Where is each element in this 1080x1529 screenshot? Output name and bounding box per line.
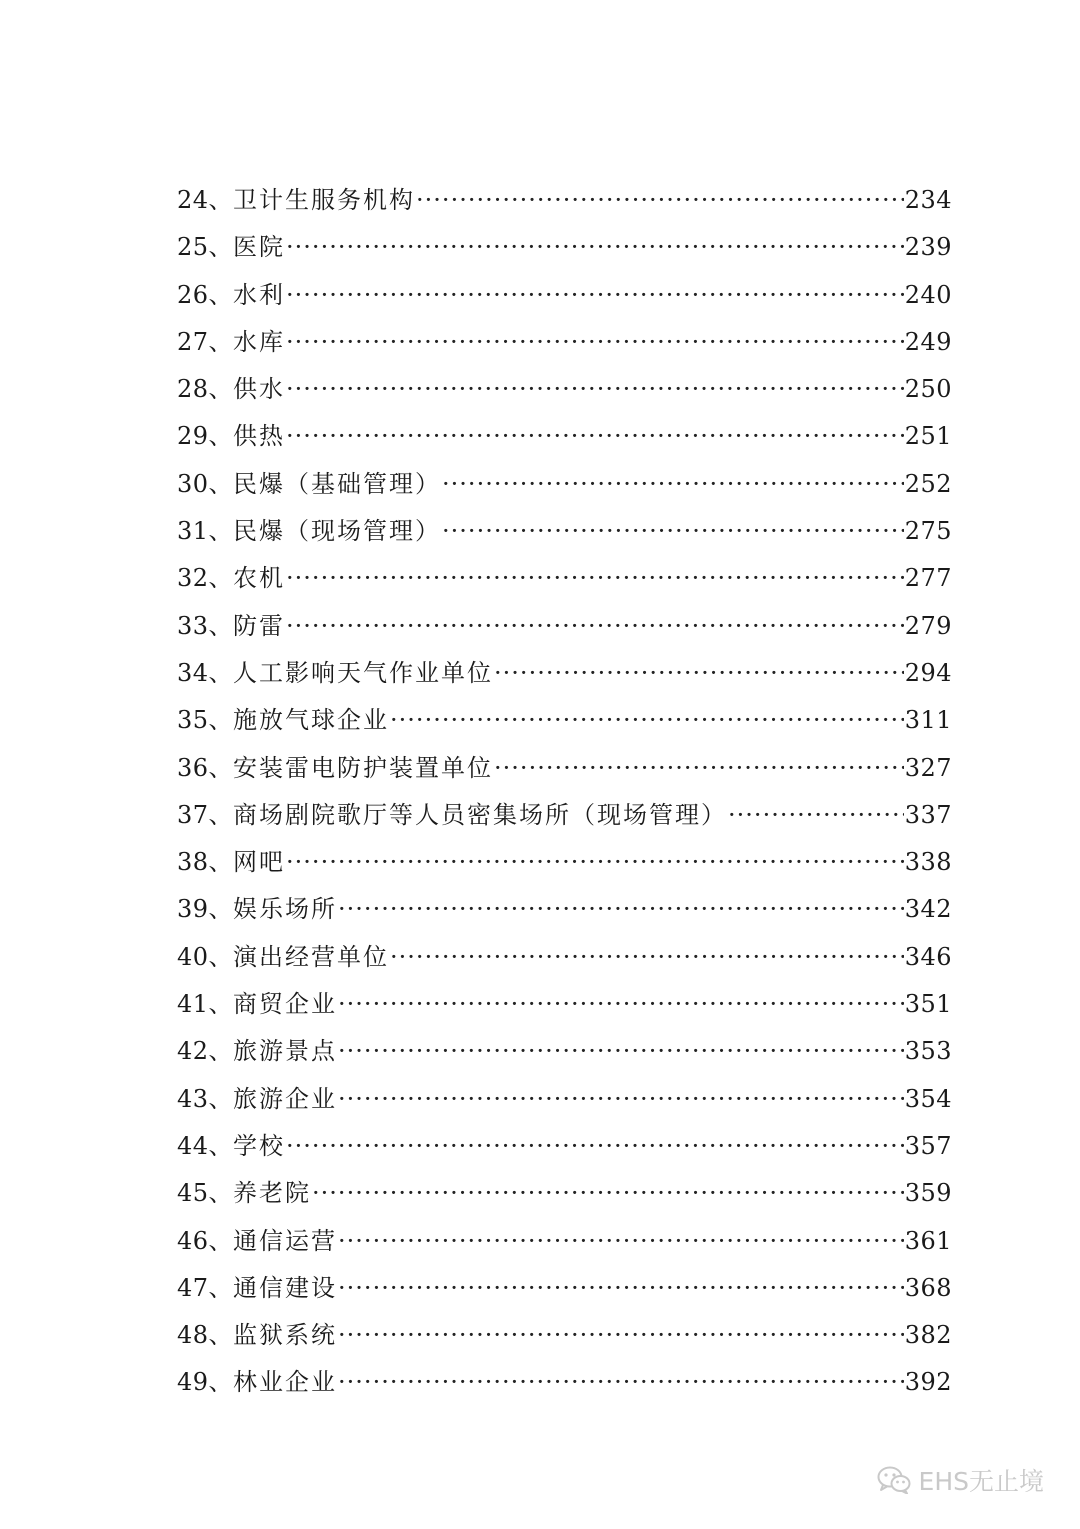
toc-entry-page: 275 xyxy=(904,517,952,546)
toc-entry-page: 252 xyxy=(904,469,952,498)
toc-entry-page: 240 xyxy=(904,280,952,309)
toc-entry-page: 279 xyxy=(904,611,952,640)
toc-entry-title: 供热 xyxy=(233,422,286,451)
watermark xyxy=(877,1462,1044,1498)
toc-entry-number: 43 xyxy=(177,1084,209,1113)
toc-entry-page: 359 xyxy=(904,1179,952,1208)
toc-entry-separator: 、 xyxy=(208,422,234,451)
toc-dot-leader xyxy=(286,1123,904,1170)
toc-entry-separator: 、 xyxy=(208,327,234,356)
toc-entry-page: 234 xyxy=(904,186,952,214)
toc-entry-number: 44 xyxy=(177,1131,209,1160)
toc-entry xyxy=(177,1123,952,1170)
toc-entry-separator: 、 xyxy=(208,280,234,309)
toc-entry-page: 251 xyxy=(904,422,952,451)
toc-entry xyxy=(177,792,952,839)
toc-entry xyxy=(177,319,952,366)
toc-entry-title: 农机 xyxy=(233,564,286,593)
toc-entry-number: 28 xyxy=(177,375,209,404)
toc-entry xyxy=(177,366,952,413)
toc-dot-leader xyxy=(494,650,904,697)
toc-entry-page: 354 xyxy=(904,1084,952,1113)
toc-entry-number: 29 xyxy=(177,422,209,451)
toc-entry-page: 277 xyxy=(904,564,952,593)
toc-entry-number: 25 xyxy=(177,233,209,262)
toc-entry-page: 368 xyxy=(904,1273,952,1302)
toc-entry xyxy=(177,981,952,1028)
toc-entry-separator: 、 xyxy=(208,1037,234,1066)
toc-entry-separator: 、 xyxy=(208,1084,234,1113)
toc-entry xyxy=(177,934,952,981)
toc-entry-title: 监狱系统 xyxy=(233,1321,338,1350)
toc-entry-number: 35 xyxy=(177,706,209,735)
toc-dot-leader xyxy=(286,603,904,650)
toc-entry-separator: 、 xyxy=(208,469,234,498)
toc-entry-page: 337 xyxy=(904,800,952,829)
toc-entry-number: 47 xyxy=(177,1273,209,1302)
toc-entry-number: 46 xyxy=(177,1226,209,1255)
toc-entry xyxy=(177,1359,952,1406)
toc-dot-leader xyxy=(338,1265,904,1312)
toc-entry-number: 27 xyxy=(177,327,209,356)
wechat-icon xyxy=(877,1466,911,1494)
toc-entry-title: 网吧 xyxy=(233,848,286,877)
toc-entry-title: 林业企业 xyxy=(233,1368,338,1397)
toc-entry-title: 商场剧院歌厅等人员密集场所（现场管理） xyxy=(233,800,728,829)
toc-entry xyxy=(177,1265,952,1312)
toc-dot-leader xyxy=(286,272,904,319)
toc-entry-page: 353 xyxy=(904,1037,952,1066)
toc-entry-page: 351 xyxy=(904,990,952,1019)
toc-entry xyxy=(177,603,952,650)
toc-dot-leader xyxy=(338,1218,904,1265)
toc-entry-title: 娱乐场所 xyxy=(233,895,338,924)
toc-entry-separator: 、 xyxy=(208,517,234,546)
toc-entry-title: 卫计生服务机构 xyxy=(233,186,416,214)
toc-entry-separator: 、 xyxy=(208,848,234,877)
toc-entry-page: 346 xyxy=(904,942,952,971)
toc-dot-leader xyxy=(728,792,904,839)
toc-entry xyxy=(177,272,952,319)
toc-entry-page: 357 xyxy=(904,1131,952,1160)
toc-entry-separator: 、 xyxy=(208,564,234,593)
table-of-contents xyxy=(177,177,952,1407)
toc-entry xyxy=(177,1076,952,1123)
toc-entry xyxy=(177,555,952,602)
toc-dot-leader xyxy=(338,1359,904,1406)
toc-entry-title: 防雷 xyxy=(233,611,286,640)
toc-entry-separator: 、 xyxy=(208,990,234,1019)
toc-entry-number: 30 xyxy=(177,469,209,498)
toc-entry xyxy=(177,177,952,224)
toc-dot-leader xyxy=(286,366,904,413)
toc-entry-number: 49 xyxy=(177,1368,209,1397)
toc-dot-leader xyxy=(416,177,904,224)
toc-dot-leader xyxy=(442,461,904,508)
toc-entry-page: 392 xyxy=(904,1368,952,1397)
toc-dot-leader xyxy=(286,555,904,602)
toc-entry-title: 演出经营单位 xyxy=(233,942,390,971)
toc-entry xyxy=(177,886,952,933)
toc-entry-number: 45 xyxy=(177,1179,209,1208)
toc-entry xyxy=(177,650,952,697)
toc-entry-separator: 、 xyxy=(208,1179,234,1208)
toc-entry-number: 24 xyxy=(177,186,209,214)
toc-entry xyxy=(177,508,952,555)
toc-entry-number: 34 xyxy=(177,658,209,687)
toc-entry-number: 36 xyxy=(177,753,209,782)
toc-entry xyxy=(177,1170,952,1217)
toc-entry-number: 32 xyxy=(177,564,209,593)
toc-entry-number: 37 xyxy=(177,800,209,829)
toc-entry-number: 33 xyxy=(177,611,209,640)
toc-dot-leader xyxy=(338,1028,904,1075)
toc-entry-separator: 、 xyxy=(208,233,234,262)
toc-entry-number: 38 xyxy=(177,848,209,877)
toc-entry-separator: 、 xyxy=(208,706,234,735)
toc-entry-separator: 、 xyxy=(208,186,234,214)
toc-entry xyxy=(177,697,952,744)
toc-entry-page: 361 xyxy=(904,1226,952,1255)
toc-entry-separator: 、 xyxy=(208,800,234,829)
toc-entry xyxy=(177,1218,952,1265)
toc-dot-leader xyxy=(338,1312,904,1359)
toc-entry-separator: 、 xyxy=(208,1273,234,1302)
toc-entry-title: 民爆（基础管理） xyxy=(233,469,442,498)
toc-entry-page: 294 xyxy=(904,658,952,687)
toc-dot-leader xyxy=(286,839,904,886)
toc-entry-title: 商贸企业 xyxy=(233,990,338,1019)
toc-entry xyxy=(177,224,952,271)
toc-entry xyxy=(177,1028,952,1075)
toc-entry xyxy=(177,413,952,460)
toc-entry xyxy=(177,839,952,886)
toc-entry-separator: 、 xyxy=(208,1368,234,1397)
toc-entry-number: 26 xyxy=(177,280,209,309)
toc-entry-page: 249 xyxy=(904,327,952,356)
toc-entry-title: 供水 xyxy=(233,375,286,404)
toc-dot-leader xyxy=(338,981,904,1028)
toc-entry-title: 水库 xyxy=(233,327,286,356)
toc-entry-separator: 、 xyxy=(208,895,234,924)
toc-dot-leader xyxy=(390,934,904,981)
toc-dot-leader xyxy=(390,697,904,744)
toc-entry xyxy=(177,461,952,508)
toc-entry-separator: 、 xyxy=(208,753,234,782)
toc-entry-number: 40 xyxy=(177,942,209,971)
toc-entry-title: 水利 xyxy=(233,280,286,309)
toc-entry-separator: 、 xyxy=(208,1131,234,1160)
toc-entry-separator: 、 xyxy=(208,611,234,640)
toc-entry-page: 382 xyxy=(904,1321,952,1350)
toc-dot-leader xyxy=(338,1076,904,1123)
toc-entry xyxy=(177,745,952,792)
toc-entry-page: 327 xyxy=(904,753,952,782)
toc-entry-title: 旅游景点 xyxy=(233,1037,338,1066)
toc-entry-number: 42 xyxy=(177,1037,209,1066)
toc-entry-number: 31 xyxy=(177,517,209,546)
watermark-text: EHS无止境 xyxy=(918,1467,1044,1496)
toc-dot-leader xyxy=(338,886,904,933)
toc-entry-title: 民爆（现场管理） xyxy=(233,517,442,546)
toc-dot-leader xyxy=(286,413,904,460)
toc-entry-title: 人工影响天气作业单位 xyxy=(233,658,494,687)
toc-entry-title: 通信运营 xyxy=(233,1226,338,1255)
toc-entry-separator: 、 xyxy=(208,1321,234,1350)
toc-entry-title: 医院 xyxy=(233,233,286,262)
toc-entry-page: 342 xyxy=(904,895,952,924)
toc-entry-page: 239 xyxy=(904,233,952,262)
toc-entry-page: 250 xyxy=(904,375,952,404)
toc-entry-number: 48 xyxy=(177,1321,209,1350)
toc-entry-title: 施放气球企业 xyxy=(233,706,390,735)
toc-dot-leader xyxy=(286,224,904,271)
toc-entry-title: 学校 xyxy=(233,1131,286,1160)
toc-dot-leader xyxy=(312,1170,904,1217)
toc-entry-title: 旅游企业 xyxy=(233,1084,338,1113)
toc-entry-separator: 、 xyxy=(208,1226,234,1255)
toc-entry-page: 338 xyxy=(904,848,952,877)
toc-dot-leader xyxy=(494,745,904,792)
toc-entry-separator: 、 xyxy=(208,658,234,687)
toc-dot-leader xyxy=(286,319,904,366)
toc-entry-title: 通信建设 xyxy=(233,1273,338,1302)
toc-entry xyxy=(177,1312,952,1359)
toc-entry-number: 39 xyxy=(177,895,209,924)
toc-entry-page: 311 xyxy=(904,706,952,735)
toc-dot-leader xyxy=(442,508,904,555)
toc-entry-title: 安装雷电防护装置单位 xyxy=(233,753,494,782)
toc-entry-number: 41 xyxy=(177,990,209,1019)
toc-entry-separator: 、 xyxy=(208,375,234,404)
toc-entry-title: 养老院 xyxy=(233,1179,312,1208)
toc-entry-separator: 、 xyxy=(208,942,234,971)
